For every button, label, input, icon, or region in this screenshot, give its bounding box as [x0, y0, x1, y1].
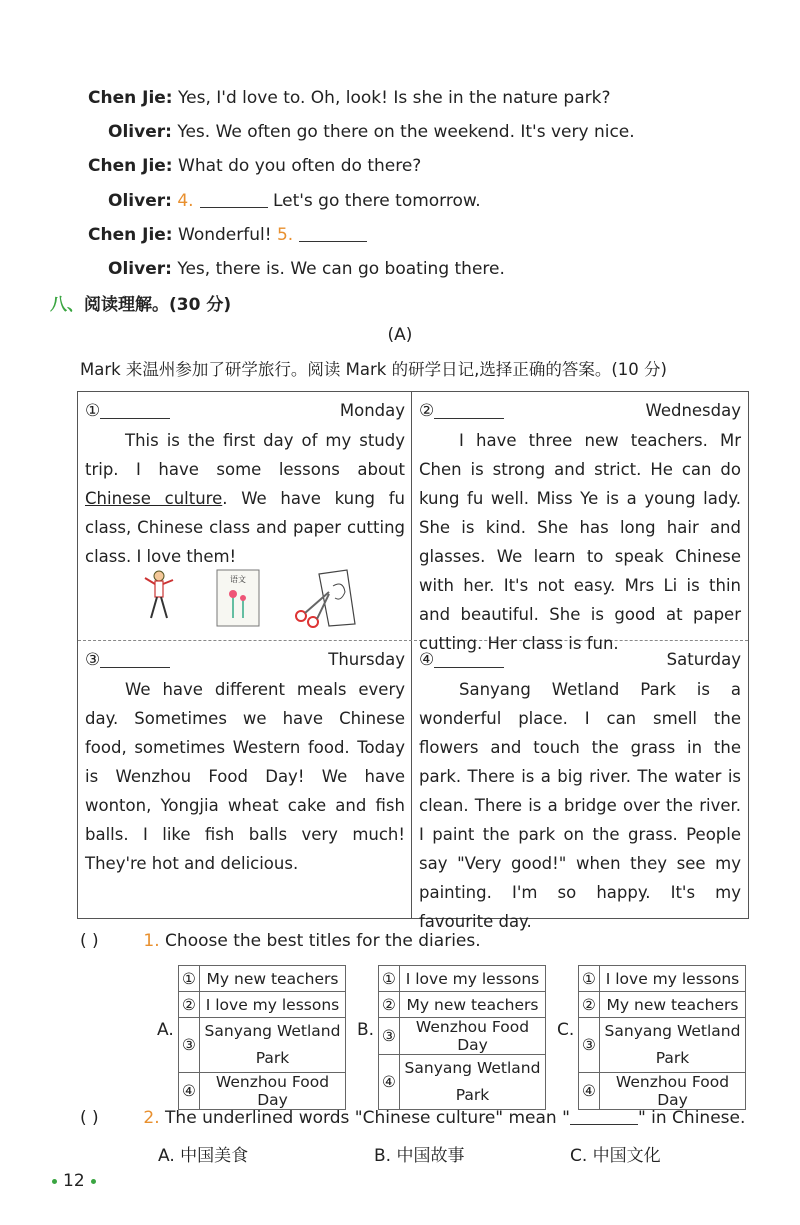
diary-number: ② — [419, 401, 435, 421]
question-number: 5. — [276, 225, 294, 245]
row-number: ③ — [579, 1018, 600, 1073]
speaker: Chen Jie: — [88, 225, 173, 245]
diary-number: ④ — [419, 650, 435, 670]
answer-option-b[interactable]: B. 中国故事 — [374, 1146, 465, 1166]
scissors-icon — [296, 570, 355, 627]
option-title: Wenzhou Food Day — [600, 1073, 746, 1110]
question-1 — [80, 931, 481, 951]
diary-day: Wednesday — [645, 401, 741, 420]
underlined-words: Chinese culture — [85, 489, 223, 508]
question-text: The underlined words "Chinese culture" mean " — [165, 1108, 570, 1128]
part-label: (A) — [387, 325, 413, 345]
title-blank[interactable] — [100, 400, 170, 419]
diary-saturday — [419, 645, 741, 936]
row-number: ② — [379, 992, 400, 1018]
dot-icon — [52, 1179, 57, 1184]
diary-number: ③ — [85, 650, 101, 670]
row-number: ① — [179, 966, 200, 992]
diary-day: Thursday — [328, 650, 405, 669]
answer-option-c[interactable]: C. 中国文化 — [570, 1146, 661, 1166]
question-text: Choose the best titles for the diaries. — [165, 931, 481, 951]
reading-intro: Mark 来温州参加了研学旅行。阅读 Mark 的研学日记,选择正确的答案。(10 分) — [80, 360, 667, 379]
option-title: I love my lessons — [200, 992, 346, 1018]
option-label[interactable]: C. — [557, 1020, 575, 1040]
dialogue-line-1 — [88, 87, 611, 109]
diary-day: Monday — [339, 401, 405, 420]
title-blank[interactable] — [434, 649, 504, 668]
option-title: Wenzhou Food Day — [400, 1018, 546, 1055]
option-title: My new teachers — [200, 966, 346, 992]
option-b-table — [378, 965, 546, 1110]
speaker: Oliver: — [108, 191, 172, 211]
option-title: Sanyang Wetland Park — [200, 1018, 346, 1073]
section-heading — [50, 290, 231, 315]
option-title: Wenzhou Food Day — [200, 1073, 346, 1110]
diary-day: Saturday — [666, 650, 741, 669]
question-number: 4. — [177, 191, 194, 211]
option-c-table — [578, 965, 746, 1110]
speaker: Chen Jie: — [88, 156, 173, 176]
answer-blank[interactable] — [570, 1108, 638, 1125]
dialogue-text: Yes, I'd love to. Oh, look! Is she in the nature park? — [178, 88, 611, 108]
dialogue-line-3 — [88, 155, 421, 177]
answer-paren[interactable]: ( ) — [80, 1108, 99, 1128]
dialogue-text: Let's go there tomorrow. — [272, 191, 481, 211]
dialogue-text: What do you often do there? — [178, 156, 422, 176]
answer-paren[interactable]: ( ) — [80, 931, 99, 951]
speaker: Chen Jie: — [88, 88, 173, 108]
diary-thursday — [85, 645, 405, 878]
option-title: My new teachers — [600, 992, 746, 1018]
question-2 — [80, 1108, 745, 1128]
dot-icon — [91, 1179, 96, 1184]
diary-text: . We have kung fu class, Chinese class and paper cutting class. I love them! — [85, 489, 405, 566]
title-blank[interactable] — [434, 400, 504, 419]
kung-fu-icon — [145, 571, 173, 618]
row-number: ① — [579, 966, 600, 992]
dialogue-line-5 — [88, 224, 367, 246]
answer-blank[interactable] — [200, 191, 268, 208]
row-number: ④ — [579, 1073, 600, 1110]
option-title: My new teachers — [400, 992, 546, 1018]
dialogue-text: Yes, there is. We can go boating there. — [177, 259, 505, 279]
row-number: ① — [379, 966, 400, 992]
dialogue-text: Yes. We often go there on the weekend. It's very nice. — [177, 122, 635, 142]
row-number: ② — [179, 992, 200, 1018]
option-a-table — [178, 965, 346, 1110]
diary-text: This is the first day of my study trip. I have some lessons about — [85, 431, 405, 479]
book-label: 语文 — [230, 575, 246, 584]
option-label[interactable]: B. — [357, 1020, 375, 1040]
title-blank[interactable] — [100, 649, 170, 668]
option-title: I love my lessons — [600, 966, 746, 992]
speaker: Oliver: — [108, 259, 172, 279]
page-number-text: 12 — [63, 1171, 85, 1191]
option-label[interactable]: A. — [157, 1020, 174, 1040]
dialogue-line-4 — [108, 190, 481, 212]
lesson-illustrations — [133, 568, 363, 628]
section-number: 八、 — [50, 295, 84, 315]
dialogue-line-2 — [108, 121, 635, 143]
diary-text: We have different meals every day. Sometimes we have Chinese food, sometimes Western food. Today is Wenzhou Food Day! We have wonton, Yongjia wheat cake and fish balls. I like fish balls very much! They're hot and delicious. — [85, 680, 405, 873]
row-number: ④ — [379, 1055, 400, 1110]
question-text: " in Chinese. — [637, 1108, 746, 1128]
row-number: ③ — [379, 1018, 400, 1055]
section-title: 阅读理解。(30 分) — [84, 295, 232, 315]
question-number: 1. — [143, 931, 160, 951]
diary-number: ① — [85, 401, 101, 421]
row-number: ③ — [179, 1018, 200, 1073]
dialogue-text: Wonderful! — [178, 225, 272, 245]
divider — [411, 392, 412, 918]
answer-blank[interactable] — [299, 225, 367, 242]
option-title: Sanyang Wetland Park — [600, 1018, 746, 1073]
row-number: ② — [579, 992, 600, 1018]
question-number: 2. — [143, 1108, 160, 1128]
diary-table — [77, 391, 749, 931]
answer-option-a[interactable]: A. 中国美食 — [158, 1146, 249, 1166]
speaker: Oliver: — [108, 122, 172, 142]
diary-monday — [85, 396, 405, 571]
diary-text: Sanyang Wetland Park is a wonderful place. I can smell the flowers and touch the grass in the park. There is a big river. The water is clean. There is a bridge over the river. I paint the park on the grass. People say "Very good!" when they see my painting. I'm so happy. It's my favourite day. — [419, 680, 741, 931]
row-number: ④ — [179, 1073, 200, 1110]
option-title: Sanyang Wetland Park — [400, 1055, 546, 1110]
diary-text: I have three new teachers. Mr Chen is strong and strict. He can do kung fu well. Miss Ye is a young lady. She is kind. She has long hair and glasses. We learn to speak Chinese with her. It's not easy. Mrs Li is thin and beautiful. She is good at paper cutting. Her class is fun. — [419, 431, 741, 653]
dialogue-line-6 — [108, 258, 505, 280]
book-icon — [217, 570, 259, 626]
page-number — [46, 1171, 102, 1191]
diary-wednesday — [419, 396, 741, 658]
option-title: I love my lessons — [400, 966, 546, 992]
